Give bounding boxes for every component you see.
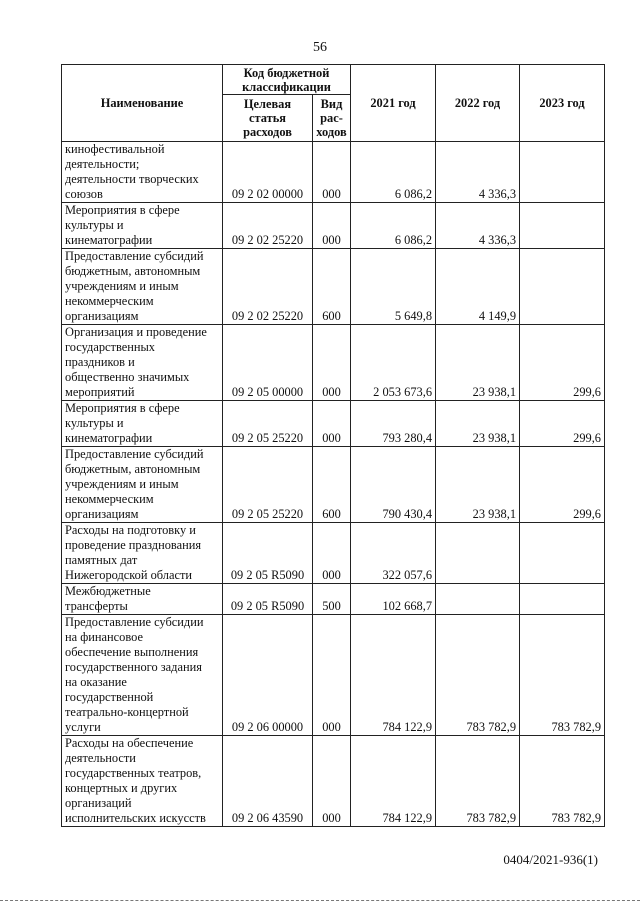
row-name-cell: Предоставление субсидий бюджетным, автономным учреждениям и иным некоммерческим организациям (62, 447, 223, 523)
table-row (62, 447, 605, 523)
page-bottom-rule (0, 900, 640, 901)
page-number: 56 (313, 40, 327, 55)
row-2023-value-cell: 299,6 (520, 325, 605, 401)
row-expense-type-cell: 000 (313, 736, 351, 827)
row-2023-value-cell: 299,6 (520, 401, 605, 447)
row-2021-value-cell: 2 053 673,6 (351, 325, 436, 401)
document-reference: 0404/2021-936(1) (503, 852, 598, 867)
row-2022-value-cell: 23 938,1 (436, 401, 520, 447)
table-row (62, 736, 605, 827)
row-name-cell: Мероприятия в сфере культуры и кинематографии (62, 401, 223, 447)
row-expense-type-cell: 000 (313, 203, 351, 249)
table-row (62, 142, 605, 203)
row-2022-value-cell (436, 523, 520, 584)
row-2021-value-cell: 102 668,7 (351, 584, 436, 615)
row-2023-value-cell: 783 782,9 (520, 736, 605, 827)
row-target-code-cell: 09 2 05 25220 (223, 447, 313, 523)
row-target-code-cell: 09 2 02 25220 (223, 249, 313, 325)
row-name-cell: Мероприятия в сфере культуры и кинематографии (62, 203, 223, 249)
row-2023-value-cell (520, 523, 605, 584)
row-2022-value-cell: 4 336,3 (436, 203, 520, 249)
header-name: Наименование (62, 65, 223, 142)
row-2021-value-cell: 784 122,9 (351, 615, 436, 736)
table-row (62, 203, 605, 249)
table-row (62, 615, 605, 736)
row-2021-value-cell: 6 086,2 (351, 203, 436, 249)
row-2023-value-cell (520, 142, 605, 203)
row-expense-type-cell: 600 (313, 249, 351, 325)
row-2021-value-cell: 322 057,6 (351, 523, 436, 584)
header-2021: 2021 год (351, 65, 436, 142)
row-name-cell: Предоставление субсидий бюджетным, автономным учреждениям и иным некоммерческим организациям (62, 249, 223, 325)
header-target-article: Целевая статья расходов (223, 95, 313, 142)
row-2021-value-cell: 790 430,4 (351, 447, 436, 523)
row-2021-value-cell: 6 086,2 (351, 142, 436, 203)
table-row (62, 584, 605, 615)
row-expense-type-cell: 000 (313, 325, 351, 401)
header-expense-type: Вид рас-ходов (313, 95, 351, 142)
row-2022-value-cell: 783 782,9 (436, 615, 520, 736)
row-target-code-cell: 09 2 05 R5090 (223, 584, 313, 615)
row-name-cell: Предоставление субсидии на финансовое обеспечение выполнения государственного задания на оказание государственной театрально-концертной услуги (62, 615, 223, 736)
table-header (62, 65, 605, 142)
row-2022-value-cell: 23 938,1 (436, 325, 520, 401)
row-2022-value-cell: 23 938,1 (436, 447, 520, 523)
row-name-cell: Межбюджетные трансферты (62, 584, 223, 615)
row-2021-value-cell: 5 649,8 (351, 249, 436, 325)
row-target-code-cell: 09 2 05 R5090 (223, 523, 313, 584)
row-2023-value-cell: 783 782,9 (520, 615, 605, 736)
row-2023-value-cell (520, 203, 605, 249)
row-2021-value-cell: 784 122,9 (351, 736, 436, 827)
row-name-cell: кинофестивальной деятельности; деятельности творческих союзов (62, 142, 223, 203)
row-target-code-cell: 09 2 06 00000 (223, 615, 313, 736)
row-2022-value-cell (436, 584, 520, 615)
row-expense-type-cell: 500 (313, 584, 351, 615)
row-name-cell: Организация и проведение государственных праздников и общественно значимых мероприятий (62, 325, 223, 401)
row-2022-value-cell: 783 782,9 (436, 736, 520, 827)
row-2023-value-cell (520, 249, 605, 325)
table-row (62, 523, 605, 584)
row-name-cell: Расходы на подготовку и проведение празднования памятных дат Нижегородской области (62, 523, 223, 584)
header-2023: 2023 год (520, 65, 605, 142)
row-2022-value-cell: 4 149,9 (436, 249, 520, 325)
row-expense-type-cell: 000 (313, 523, 351, 584)
row-expense-type-cell: 000 (313, 142, 351, 203)
header-kbk: Код бюджетной классификации (223, 65, 351, 95)
row-target-code-cell: 09 2 02 25220 (223, 203, 313, 249)
row-2021-value-cell: 793 280,4 (351, 401, 436, 447)
table-row (62, 401, 605, 447)
table-row (62, 325, 605, 401)
row-expense-type-cell: 000 (313, 615, 351, 736)
row-target-code-cell: 09 2 05 25220 (223, 401, 313, 447)
row-expense-type-cell: 000 (313, 401, 351, 447)
row-2023-value-cell (520, 584, 605, 615)
header-2022: 2022 год (436, 65, 520, 142)
row-2023-value-cell: 299,6 (520, 447, 605, 523)
row-target-code-cell: 09 2 05 00000 (223, 325, 313, 401)
table-body (62, 142, 605, 827)
row-target-code-cell: 09 2 02 00000 (223, 142, 313, 203)
row-target-code-cell: 09 2 06 43590 (223, 736, 313, 827)
budget-table (61, 64, 605, 827)
row-expense-type-cell: 600 (313, 447, 351, 523)
row-2022-value-cell: 4 336,3 (436, 142, 520, 203)
row-name-cell: Расходы на обеспечение деятельности государственных театров, концертных и других организаций исполнительских искусств (62, 736, 223, 827)
table-row (62, 249, 605, 325)
